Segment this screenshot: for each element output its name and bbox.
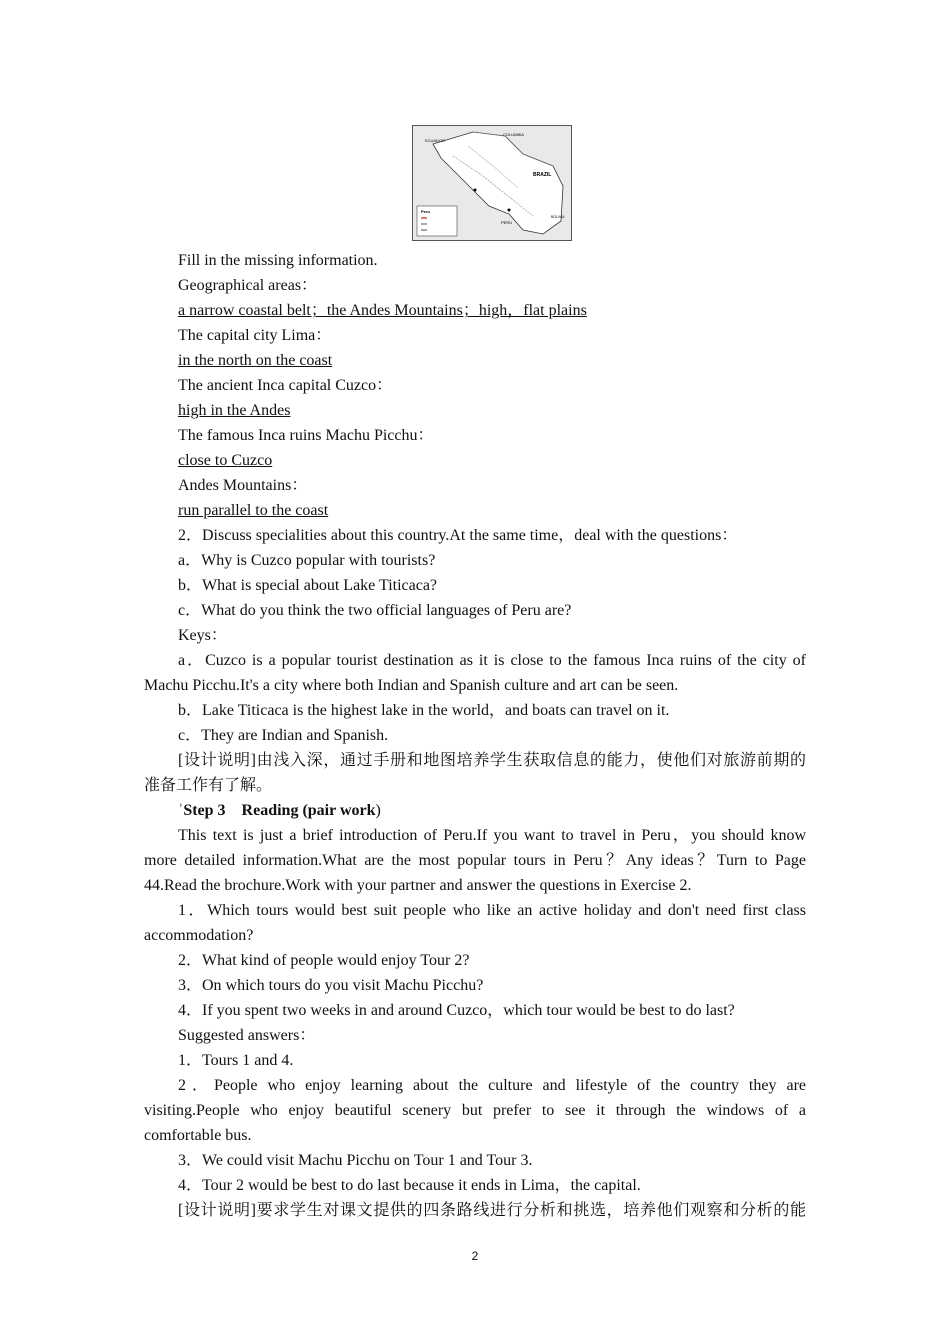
question-b: b．What is special about Lake Titicaca? — [178, 577, 438, 594]
answer-1: 1．Tours 1 and 4. — [178, 1052, 294, 1069]
peru-map-figure — [412, 125, 572, 241]
step3-q1-line2: accommodation? — [144, 927, 254, 944]
question-capital-lima: The capital city Lima： — [178, 327, 332, 344]
answer-cuzco: high in the Andes — [178, 402, 291, 419]
peru-map-illustration — [413, 126, 571, 240]
step3-heading-bold: Step 3 Reading (pair work — [183, 802, 376, 819]
map-legend-title: Peru — [421, 209, 430, 214]
question-cuzco: The ancient Inca capital Cuzco： — [178, 377, 393, 394]
answer-capital-lima: in the north on the coast — [178, 352, 333, 369]
key-b: b．Lake Titicaca is the highest lake in the world，and boats can travel on it. — [178, 702, 670, 719]
step3-para-line3: 44.Read the brochure.Work with your partner and answer the questions in Exercise 2. — [144, 877, 692, 894]
key-c: c．They are Indian and Spanish. — [178, 727, 389, 744]
question-a: a．Why is Cuzco popular with tourists? — [178, 552, 436, 569]
map-label-columbia: COLUMBIA — [503, 132, 524, 137]
question-geographical-areas: Geographical areas： — [178, 277, 318, 294]
answer-2-line1: 2．People who enjoy learning about the culture and lifestyle of the country they are — [178, 1077, 806, 1094]
map-label-peru: PERU — [501, 220, 513, 225]
question-c: c．What do you think the two official languages of Peru are? — [178, 602, 572, 619]
step3-para-line2: more detailed information.What are the most popular tours in Peru？Any ideas？Turn to Page — [144, 852, 806, 869]
answer-2-line3: comfortable bus. — [144, 1127, 252, 1144]
step3-q2: 2．What kind of people would enjoy Tour 2? — [178, 952, 470, 969]
discuss-heading: 2．Discuss specialities about this country.At the same time，deal with the questions： — [178, 527, 738, 544]
answer-machu-picchu: close to Cuzco — [178, 452, 273, 469]
map-label-bolivia: BOLIVIA — [551, 215, 565, 219]
question-andes: Andes Mountains： — [178, 477, 308, 494]
step3-heading-suffix: ) — [375, 802, 381, 819]
answer-2-line2: visiting.People who enjoy beautiful scenery but prefer to see it through the windows of a — [144, 1102, 806, 1119]
key-a-line2: Machu Picchu.It's a city where both Indian and Spanish culture and art can be seen. — [144, 677, 679, 694]
step3-q3: 3．On which tours do you visit Machu Picchu? — [178, 977, 484, 994]
answer-geographical-areas: a narrow coastal belt；the Andes Mountains；high，flat plains — [178, 302, 587, 319]
step3-heading-prefix: ʾ — [178, 802, 184, 819]
design-note-2: [设计说明]要求学生对课文提供的四条路线进行分析和挑选，培养他们观察和分析的能 — [178, 1202, 806, 1219]
answer-3: 3．We could visit Machu Picchu on Tour 1 and Tour 3. — [178, 1152, 533, 1169]
key-a-line1: a．Cuzco is a popular tourist destination as it is close to the famous Inca ruins of the city of — [178, 652, 806, 669]
page-number: 2 — [471, 1249, 479, 1263]
question-machu-picchu: The famous Inca ruins Machu Picchu： — [178, 427, 434, 444]
design-note-1-line2: 准备工作有了解。 — [144, 777, 273, 794]
fill-in-intro: Fill in the missing information. — [178, 252, 378, 269]
suggested-answers-label: Suggested answers： — [178, 1027, 316, 1044]
map-label-brazil: BRAZIL — [533, 172, 552, 178]
design-note-1-line1: [设计说明]由浅入深，通过手册和地图培养学生获取信息的能力，使他们对旅游前期的 — [178, 752, 806, 769]
step3-para-line1: This text is just a brief introduction of Peru.If you want to travel in Peru，you should know — [178, 827, 806, 844]
answer-andes: run parallel to the coast — [178, 502, 329, 519]
step3-heading — [178, 801, 381, 821]
step3-q1-line1: 1．Which tours would best suit people who like an active holiday and don't need first class — [178, 902, 806, 919]
map-label-ecuador: ECUADOR — [425, 138, 446, 143]
keys-label: Keys： — [178, 627, 227, 644]
step3-q4: 4．If you spent two weeks in and around Cuzco，which tour would be best to do last? — [178, 1002, 735, 1019]
answer-4: 4．Tour 2 would be best to do last because it ends in Lima，the capital. — [178, 1177, 641, 1194]
